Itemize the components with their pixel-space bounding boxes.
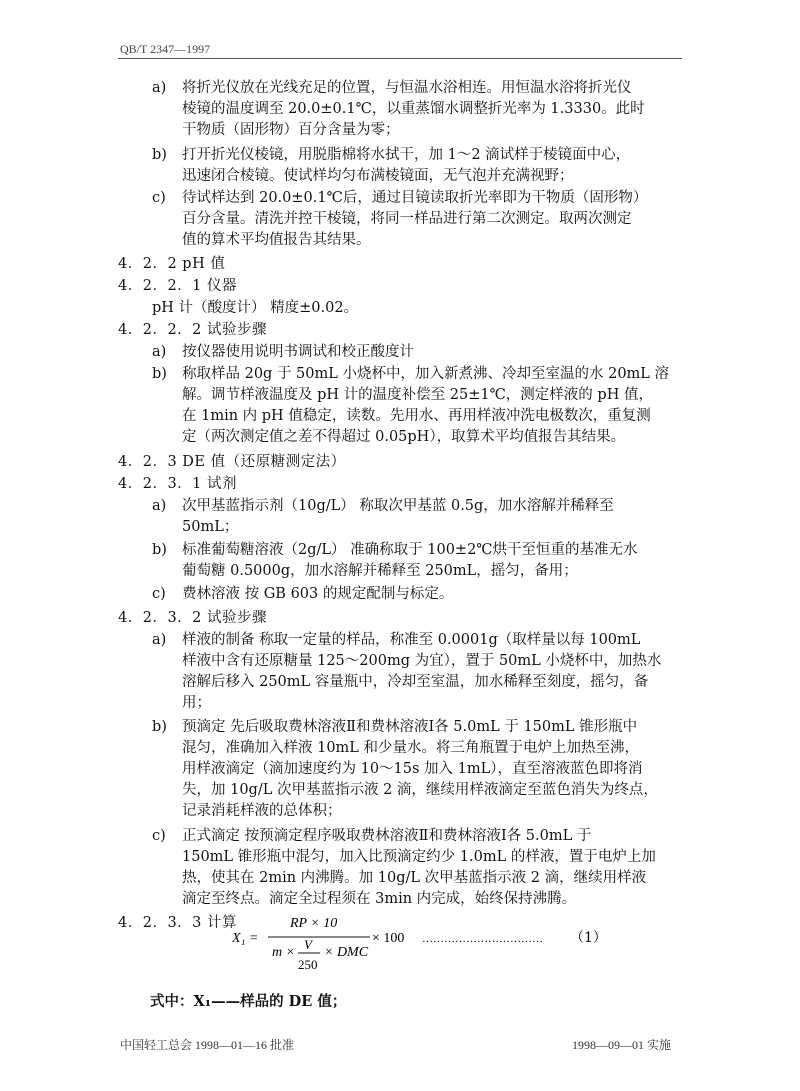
item-marker: a) <box>152 344 167 360</box>
item-marker: c) <box>152 828 166 844</box>
item-marker: c) <box>152 586 166 602</box>
paragraph-line: 费林溶液 按 GB 603 的规定配制与标定。 <box>182 586 454 602</box>
paragraph-line: 滴定至终点。滴定全过程须在 3min 内完成，始终保持沸腾。 <box>182 891 577 907</box>
paragraph-line: 正式滴定 按预滴定程序吸取费林溶液Ⅱ和费林溶液Ⅰ各 5.0mL 于 <box>182 828 592 844</box>
formula-leader-dots: …………………………… <box>422 933 543 945</box>
paragraph-line: 预滴定 先后吸取费林溶液Ⅱ和费林溶液Ⅰ各 5.0mL 于 150mL 锥形瓶中 <box>182 719 638 735</box>
formula-times-100: × 100 <box>372 931 405 946</box>
paragraph-line: 溶解后移入 250mL 容量瓶中，冷却至室温，加水稀释至刻度，摇匀，备 <box>182 674 649 690</box>
paragraph-line: 按仪器使用说明书调试和校正酸度计 <box>182 344 414 360</box>
paragraph-line: 混匀，准确加入样液 10mL 和少量水。将三角瓶置于电炉上加热至沸， <box>182 740 640 756</box>
paragraph-line: 将折光仪放在光线充足的位置，与恒温水浴相连。用恒温水浴将折光仪 <box>182 80 632 96</box>
section-heading: 4．2．2 pH 值 <box>118 256 226 272</box>
formula-lhs: X₁ = <box>232 931 259 946</box>
paragraph-line: 称取样品 20g 于 50mL 小烧杯中，加入新煮沸、冷却至室温的水 20mL 溶 <box>182 366 670 382</box>
section-heading: 4．2．3．1 试剂 <box>118 476 238 492</box>
paragraph-line: 待试样达到 20.0±0.1℃后，通过目镜读取折光率即为干物质（固形物） <box>182 190 648 206</box>
formula-1 <box>232 905 612 975</box>
paragraph-line: 葡萄糖 0.5000g，加水溶解并稀释至 250mL，摇匀，备用； <box>182 563 578 579</box>
formula-den-tail: × DMC <box>324 945 369 960</box>
section-heading: 4．2．3．2 试验步骤 <box>118 610 268 626</box>
standard-code: QB/T 2347—1997 <box>120 42 211 56</box>
section-heading: 4．2．3 DE 值（还原糖测定法） <box>118 454 346 470</box>
paragraph-line: 失，加 10g/L 次甲基蓝指示液 2 滴，继续用样液滴定至蓝色消失为终点， <box>182 782 658 798</box>
paragraph-line: 打开折光仪棱镜，用脱脂棉将水拭干，加 1～2 滴试样于棱镜面中心， <box>182 147 631 163</box>
item-marker: a) <box>152 498 167 514</box>
paragraph-line: 样液的制备 称取一定量的样品，称准至 0.0001g（取样量以每 100mL <box>182 632 641 648</box>
paragraph-line: 百分含量。清洗并控干棱镜，将同一样品进行第二次测定。取两次测定 <box>182 211 632 227</box>
header-rule <box>118 58 682 59</box>
paragraph-line: 值的算术平均值报告其结果。 <box>182 232 371 248</box>
section-heading: 4．2．3．3 计算 <box>118 915 238 931</box>
paragraph-line: 棱镜的温度调至 20.0±0.1℃，以重蒸馏水调整折光率为 1.3330。此时 <box>182 101 645 117</box>
paragraph-line: 用样液滴定（滴加速度约为 10～15s 加入 1mL），直至溶液蓝色即将消 <box>182 761 643 777</box>
section-heading: 4．2．2．1 仪器 <box>118 278 238 294</box>
formula-numerator: RP × 10 <box>290 916 338 931</box>
item-marker: a) <box>152 80 167 96</box>
formula-number: （1） <box>570 930 607 946</box>
paragraph-line: 标准葡萄糖溶液（2g/L） 准确称取于 100±2℃烘干至恒重的基准无水 <box>182 542 638 558</box>
paragraph-line: 在 1min 内 pH 值稳定，读数。先用水、再用样液冲洗电极数次，重复测 <box>182 408 651 424</box>
implementation-date: 1998—09—01 实施 <box>572 1038 672 1052</box>
item-marker: b) <box>152 542 167 558</box>
formula-den-250: 250 <box>298 957 318 972</box>
item-marker: a) <box>152 632 167 648</box>
paragraph-line: 50mL； <box>182 519 239 535</box>
paragraph-line: 用； <box>182 695 211 711</box>
item-marker: b) <box>152 366 167 382</box>
paragraph-line: 迅速闭合棱镜。使试样均匀布满棱镜面，无气泡并充满视野； <box>182 168 574 184</box>
variable-definition: 式中：X₁——样品的 DE 值； <box>150 993 347 1010</box>
paragraph-line: 定（两次测定值之差不得超过 0.05pH），取算术平均值报告其结果。 <box>182 429 626 445</box>
instrument-line: pH 计（酸度计） 精度±0.02。 <box>152 300 359 316</box>
item-marker: b) <box>152 147 167 163</box>
approval-date: 中国轻工总会 1998—01—16 批准 <box>120 1038 295 1052</box>
paragraph-line: 150mL 锥形瓶中混匀，加入比预滴定约少 1.0mL 的样液，置于电炉上加 <box>182 849 656 865</box>
item-marker: b) <box>152 719 167 735</box>
paragraph-line: 次甲基蓝指示剂（10g/L） 称取次甲基蓝 0.5g，加水溶解并稀释至 <box>182 498 614 514</box>
paragraph-line: 记录消耗样液的总体积； <box>182 803 342 819</box>
paragraph-line: 样液中含有还原糖量 125～200mg 为宜），置于 50mL 小烧杯中，加热水 <box>182 653 662 669</box>
paragraph-line: 干物质（固形物）百分含量为零； <box>182 122 400 138</box>
paragraph-line: 热，使其在 2min 内沸腾。加 10g/L 次甲基蓝指示液 2 滴，继续用样液 <box>182 870 647 886</box>
paragraph-line: 解。调节样液温度及 pH 计的温度补偿至 25±1℃，测定样液的 pH 值， <box>182 387 653 403</box>
item-marker: c) <box>152 190 166 206</box>
formula-den-m: m × <box>272 945 296 960</box>
section-heading: 4．2．2．2 试验步骤 <box>118 322 268 338</box>
formula-den-v: V <box>304 937 312 952</box>
